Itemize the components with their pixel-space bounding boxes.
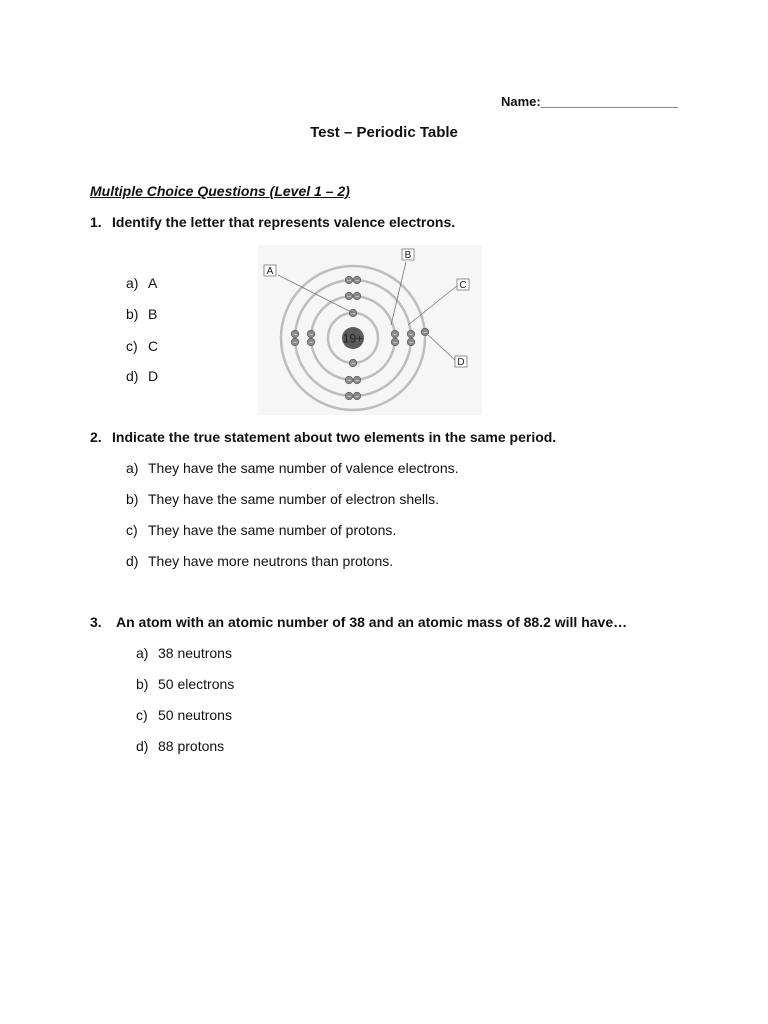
pointer-b	[391, 262, 406, 325]
question-number: 1.	[90, 214, 102, 230]
option-text: C	[148, 338, 159, 354]
electron-sign: −	[346, 377, 352, 385]
question-text: Identify the letter that represents valence electrons.	[112, 214, 456, 230]
q2-option-a	[126, 460, 459, 476]
option-text: 50 electrons	[158, 676, 235, 692]
electron-sign: −	[408, 339, 414, 347]
pointer-d	[426, 333, 456, 361]
electron-sign: −	[346, 393, 352, 401]
q2-option-c	[126, 522, 396, 538]
option-letter: c)	[126, 338, 138, 354]
name-field-label: Name:___________________	[501, 94, 679, 109]
option-letter: a)	[136, 645, 149, 661]
electron-sign: −	[354, 277, 360, 285]
page-title: Test – Periodic Table	[310, 124, 458, 141]
option-letter: a)	[126, 460, 139, 476]
electron-sign: −	[346, 277, 352, 285]
option-letter: d)	[126, 553, 139, 569]
option-text: D	[148, 368, 159, 384]
label-a: A	[266, 266, 274, 277]
q3-option-d	[136, 738, 224, 754]
q1-option-b	[126, 306, 157, 322]
question-number: 3.	[90, 614, 102, 630]
option-text: A	[148, 275, 158, 291]
electron-sign: −	[422, 329, 428, 337]
option-letter: c)	[126, 522, 138, 538]
option-letter: d)	[136, 738, 149, 754]
option-letter: a)	[126, 275, 139, 291]
option-letter: b)	[126, 491, 139, 507]
atom-diagram	[258, 245, 482, 415]
q3-option-b	[136, 676, 234, 692]
option-text: They have more neutrons than protons.	[148, 553, 394, 569]
electron-sign: −	[392, 339, 398, 347]
option-letter: b)	[126, 306, 139, 322]
q1-option-c	[126, 338, 158, 354]
option-letter: b)	[136, 676, 149, 692]
electron-sign: −	[392, 331, 398, 339]
option-letter: d)	[126, 368, 139, 384]
electron-sign: −	[308, 339, 314, 347]
q2-option-b	[126, 491, 439, 507]
electron-sign: −	[354, 393, 360, 401]
electron-sign: −	[354, 293, 360, 301]
option-text: 38 neutrons	[158, 645, 232, 661]
q3-option-a	[136, 645, 232, 661]
question-number: 2.	[90, 429, 102, 445]
label-c: C	[459, 280, 467, 291]
electron-sign: −	[308, 331, 314, 339]
q3-option-c	[136, 707, 232, 723]
nucleus-label: 19+	[342, 331, 364, 346]
q1-option-a	[126, 275, 157, 291]
bohr-model-svg	[258, 245, 482, 415]
electron-sign: −	[350, 310, 356, 318]
label-b: B	[404, 250, 412, 261]
electron-sign: −	[292, 339, 298, 347]
electron-sign: −	[354, 377, 360, 385]
q1-option-d	[126, 368, 158, 384]
option-text: 88 protons	[158, 738, 225, 754]
question-2	[90, 429, 556, 445]
electron-sign: −	[346, 293, 352, 301]
option-text: B	[148, 306, 158, 322]
option-text: They have the same number of electron shells.	[148, 491, 440, 507]
option-text: They have the same number of protons.	[148, 522, 397, 538]
pointer-c	[408, 285, 458, 325]
question-3	[90, 614, 627, 630]
electron-sign: −	[350, 360, 356, 368]
option-text: They have the same number of valence electrons.	[148, 460, 459, 476]
section-heading: Multiple Choice Questions (Level 1 – 2)	[90, 183, 350, 199]
electron-sign: −	[408, 331, 414, 339]
q2-option-d	[126, 553, 393, 569]
question-text: Indicate the true statement about two elements in the same period.	[112, 429, 557, 445]
electron-sign: −	[292, 331, 298, 339]
option-text: 50 neutrons	[158, 707, 232, 723]
label-d: D	[457, 357, 465, 368]
question-text: An atom with an atomic number of 38 and an atomic mass of 88.2 will have…	[116, 614, 628, 630]
option-letter: c)	[136, 707, 148, 723]
question-1	[90, 214, 455, 230]
